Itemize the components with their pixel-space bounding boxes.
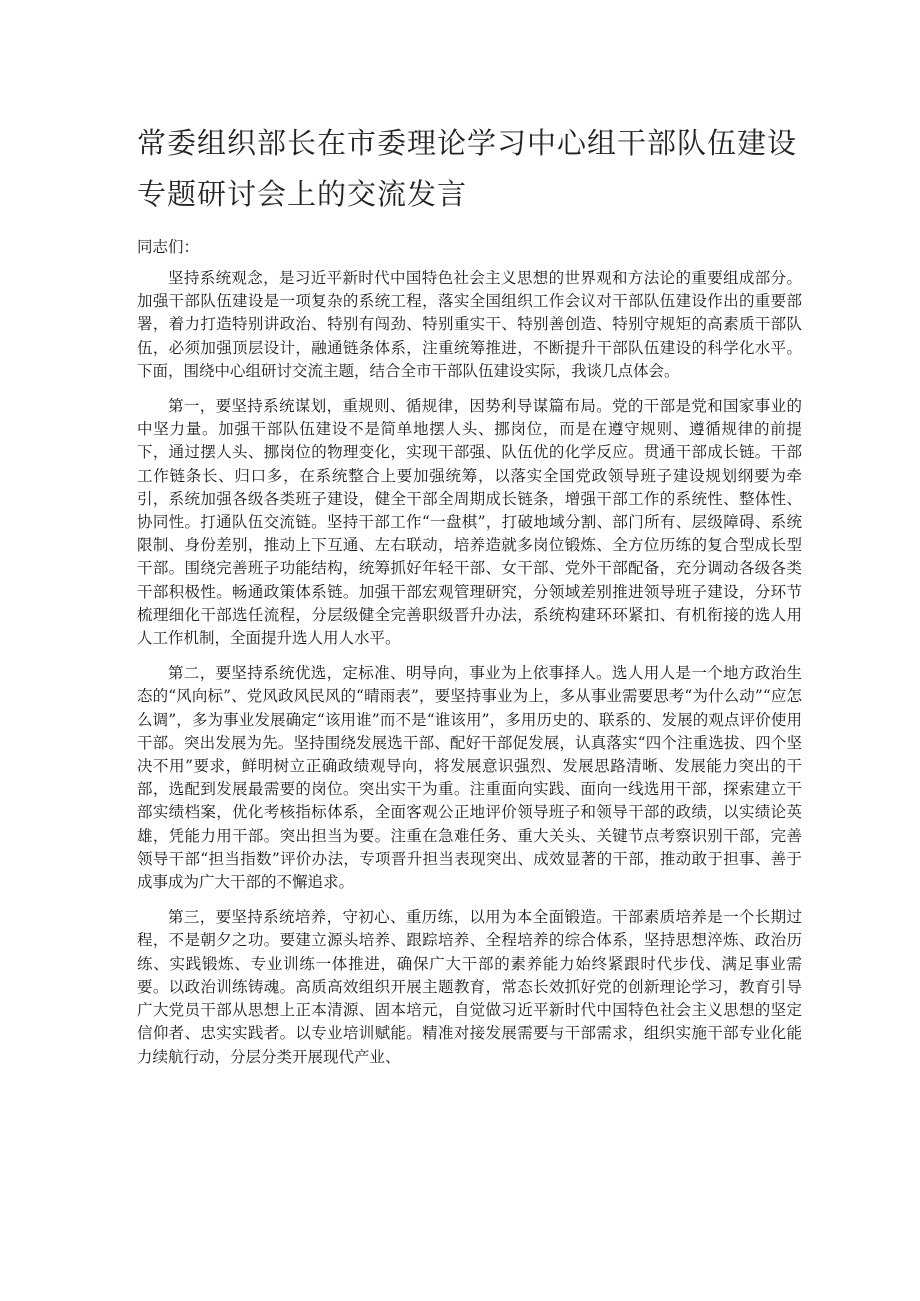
title-line-1: 常委组织部长在市委理论学习中心组干部队伍建设 [137,126,798,160]
paragraph-first-point: 第一，要坚持系统谋划，重规则、循规律，因势利导谋篇布局。党的干部是党和国家事业的中坚力量。加强干部队伍建设不是简单地摆人头、挪岗位，而是在遵守规则、遵循规律的前提下，通过摆人头、挪岗位的物理变化，实现干部强、队伍优的化学反应。贯通干部成长链。干部工作链条长、归口多，在系统整合上要加强统筹，以落实全国党政领导班子建设规划纲要为牵引，系统加强各级各类班子建设，健全干部全周期成长链条，增强干部工作的系统性、整体性、协同性。打通队伍交流链。坚持干部工作“一盘棋”，打破地域分割、部门所有、层级障碍、系统限制、身份差别，推动上下互通、左右联动，培养造就多岗位锻炼、全方位历练的复合型成长型干部。围绕完善班子功能结构，统筹抓好年轻干部、女干部、党外干部配备，充分调动各级各类干部积极性。畅通政策体系链。加强干部宏观管理研究，分领域差别推进领导班子建设，分环节梳理细化干部选任流程，分层级健全完善职级晋升办法，系统构建环环紧扣、有机衔接的选人用人工作机制，全面提升选人用人水平。 [137,397,802,648]
title-line-2: 专题研讨会上的交流发言 [137,177,468,211]
document-title [137,118,802,220]
paragraph-intro: 坚持系统观念，是习近平新时代中国特色社会主义思想的世界观和方法论的重要组成部分。加强干部队伍建设是一项复杂的系统工程，落实全国组织工作会议对干部队伍建设作出的重要部署，着力打造特别讲政治、特别有闯劲、特别重实干、特别善创造、特别守规矩的高素质干部队伍，必须加强顶层设计，融通链条体系，注重统筹推进，不断提升干部队伍建设的科学化水平。下面，围绕中心组研讨交流主题，结合全市干部队伍建设实际，我谈几点体会。 [137,269,802,380]
paragraph-third-point: 第三，要坚持系统培养，守初心、重历练，以用为本全面锻造。干部素质培养是一个长期过程，不是朝夕之功。要建立源头培养、跟踪培养、全程培养的综合体系，坚持思想淬炼、政治历练、实践锻炼、专业训练一体推进，确保广大干部的素养能力始终紧跟时代步伐、满足事业需要。以政治训练铸魂。高质高效组织开展主题教育，常态长效抓好党的创新理论学习，教育引导广大党员干部从思想上正本清源、固本培元，自觉做习近平新时代中国特色社会主义思想的坚定信仰者、忠实实践者。以专业培训赋能。精准对接发展需要与干部需求，组织实施干部专业化能力续航行动，分层分类开展现代产业、 [137,908,802,1066]
paragraph-second-point: 第二，要坚持系统优选，定标准、明导向，事业为上依事择人。选人用人是一个地方政治生态的“风向标”、党风政风民风的“晴雨表”，要坚持事业为上，多从事业需要思考“为什么动”“应怎么调”，多为事业发展确定“该用谁”而不是“谁该用”，多用历史的、联系的、发展的观点评价使用干部。突出发展为先。坚持围绕发展选干部、配好干部促发展，认真落实“四个注重选拔、四个坚决不用”要求，鲜明树立正确政绩观导向，将发展意识强烈、发展思路清晰、发展能力突出的干部，选配到发展最需要的岗位。突出实干为重。注重面向实践、面向一线选用干部，探索建立干部实绩档案，优化考核指标体系，全面客观公正地评价领导班子和领导干部的政绩，以实绩论英雄，凭能力用干部。突出担当为要。注重在急难任务、重大关头、关键节点考察识别干部，完善领导干部“担当指数”评价办法，专项晋升担当表现突出、成效显著的干部，推动敢于担事、善于成事成为广大干部的不懈追求。 [137,664,802,892]
salutation: 同志们： [137,238,200,256]
